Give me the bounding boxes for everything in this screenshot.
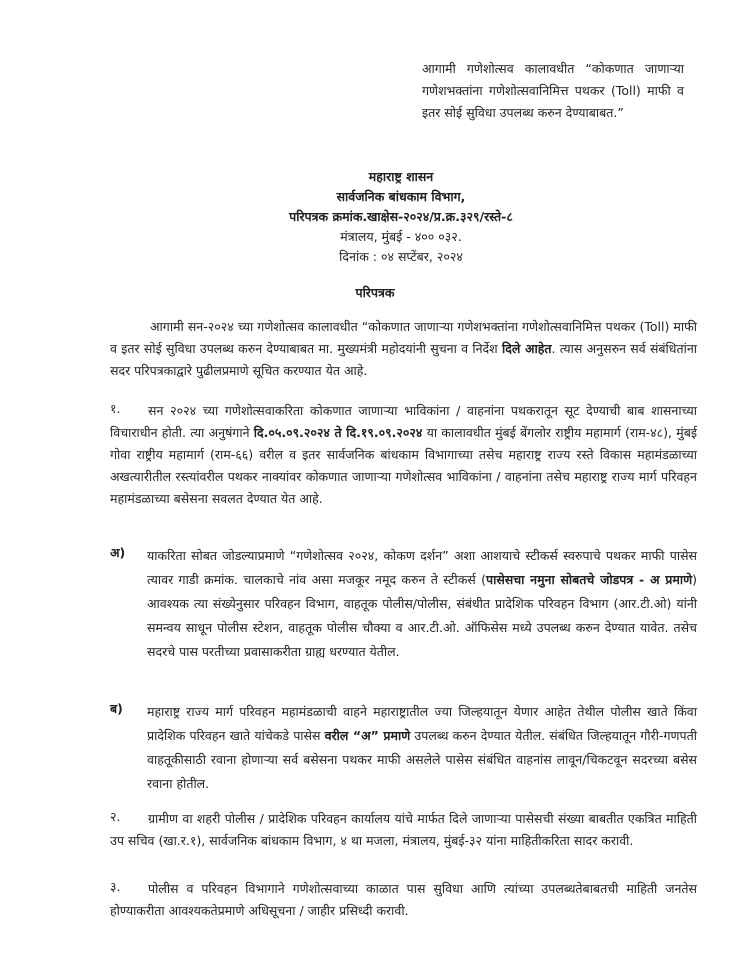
- point-2-number: २.: [110, 809, 121, 824]
- point-3-paragraph: पोलीस व परिवहन विभागाने गणेशोत्सवाच्या काळात पास सुविधा आणि त्यांच्या उपलब्धतेबाबतची माहिती जनतेस होण्याकरीता आवश्यकतेप्रमाणे अधिसूचना / जाहीर प्रसिध्दी करावी.: [110, 881, 697, 918]
- circular-date: दिनांक : ०४ सप्टेंबर, २०२४: [339, 249, 463, 264]
- point-a-label: अ): [110, 545, 126, 560]
- point-1-text-1: सन २०२४ च्या गणेशोत्सवाकरिता कोकणात जाणाऱ्या भाविकांना / वाहनांना पथकरातून सूट देण्याची बाब शासनाच्या विचाराधीन होती. त्या अनुषंगाने: [110, 403, 697, 440]
- intro-text-1: आगामी सन-२०२४ च्या गणेशोत्सव कालावधीत “कोकणात जाणाऱ्या गणेशभक्तांना गणेशोत्सवानिमित्त पथकर (Toll) माफी व इतर सोई सुविधा उपलब्ध करुन देण्याबाबत मा. मुख्यमंत्री महोदयांनी सुचना व निर्देश: [110, 319, 697, 356]
- point-a-text-2: ) आवश्यक त्या संख्येनुसार परिवहन विभाग, वाहतूक पोलीस/पोलीस, संबंधीत प्रादेशिक परिवहन विभाग (आर.टी.ओ) यांनी समन्वय साधून पोलीस स्टेशन, वाहतूक पोलीस चौक्या व आर.टी.ओ. ऑफिसेस मध्ये उपलब्ध करुन देण्यात यावेत. तसेच सदरचे पास परतीच्या प्रवासाकरीता ग्राह्य धरण्यात येतील.: [147, 572, 697, 659]
- point-1-paragraph: [110, 400, 697, 510]
- point-1-dates: दि.०५.०९.२०२४ ते दि.१९.०९.२०२४: [253, 425, 423, 440]
- point-3-number: ३.: [110, 879, 121, 894]
- document-header: [230, 167, 572, 267]
- intro-text-2: . त्यास अनुसरुन सर्व संबंधितांना सदर परिपत्रकाद्वारे पुढीलप्रमाणे सूचित करण्यात येत आहे.: [110, 341, 698, 378]
- department-name: सार्वजनिक बांधकाम विभाग,: [336, 189, 466, 204]
- point-b-paragraph: [147, 700, 697, 796]
- circular-number: परिपत्रक क्रमांक.खाक्षेस-२०२४/प्र.क्र.३२९/रस्ते-८: [289, 209, 513, 224]
- point-b-text-2: उपलब्ध करुन देण्यात येतील. संबंधित जिल्हयातून गौरी-गणपती वाहतूकीसाठी रवाना होणाऱ्या सर्व बसेसना पथकर माफी असलेले पासेस संबंधित वाहनांस लावून/चिकटवून सदरच्या बसेस रवाना होतील.: [147, 728, 697, 791]
- point-b-label: ब): [110, 701, 123, 716]
- point-b-text-1: महाराष्ट्र राज्य मार्ग परिवहन महामंडळाची वाहने महाराष्ट्रातील ज्या जिल्हयातून येणार आहेत तेथील पोलीस खाते किंवा प्रादेशिक परिवहन खाते यांचेकडे पासेस: [147, 704, 697, 743]
- intro-paragraph: [110, 316, 697, 382]
- document-title: परिपत्रक: [355, 285, 395, 300]
- subject-line: आगामी गणेशोत्सव कालावधीत “कोकणात जाणाऱ्या गणेशभक्तांना गणेशोत्सवानिमित्त पथकर (Toll) माफी व इतर सोई सुविधा उपलब्ध करुन देण्याबाबत.”: [422, 61, 684, 120]
- government-name: महाराष्ट्र शासन: [368, 169, 434, 184]
- point-a-text-1: याकरिता सोबत जोडल्याप्रमाणे “गणेशोत्सव २०२४, कोकण दर्शन” अशा आशयाचे स्टीकर्स स्वरुपाचे पथकर माफी पासेस त्यावर गाडी क्रमांक. चालकाचे नांव असा मजकूर नमूद करुन ते स्टीकर्स (: [147, 548, 697, 587]
- point-1-number: १.: [110, 401, 121, 416]
- point-b-bold: वरील “अ” प्रमाणे: [324, 728, 411, 743]
- office-address: मंत्रालय, मुंबई - ४०० ०३२.: [340, 229, 462, 244]
- point-a-paragraph: [147, 544, 697, 664]
- point-2-paragraph: ग्रामीण वा शहरी पोलीस / प्रादेशिक परिवहन कार्यालय यांचे मार्फत दिले जाणाऱ्या पासेसची संख्या बाबतीत एकत्रित माहिती उप सचिव (खा.र.१), सार्वजनिक बांधकाम विभाग, ४ था मजला, मंत्रालय, मुंबई-३२ यांना माहितीकरिता सादर करावी.: [110, 811, 697, 848]
- point-a-bold: पासेसचा नमुना सोबतचे जोडपत्र - अ प्रमाणे: [485, 572, 693, 587]
- intro-bold: दिले आहेत: [501, 341, 552, 356]
- point-1-text-2: या कालावधीत मुंबई बेंगलोर राष्ट्रीय महामार्ग (राम-४८), मुंबई गोवा राष्ट्रीय महामार्ग (राम-६६) वरील व इतर सार्वजनिक बांधकाम विभागाच्या तसेच महाराष्ट्र राज्य रस्ते विकास महामंडळाच्या अखत्यारीतील रस्त्यांवरील पथकर नाक्यांवर कोकणात जाणाऱ्या गणेशोत्सव भाविकांना / वाहनांना तसेच महाराष्ट्र राज्य मार्ग परिवहन महामंडळाच्या बसेसना सवलत देण्यात येत आहे.: [110, 425, 698, 506]
